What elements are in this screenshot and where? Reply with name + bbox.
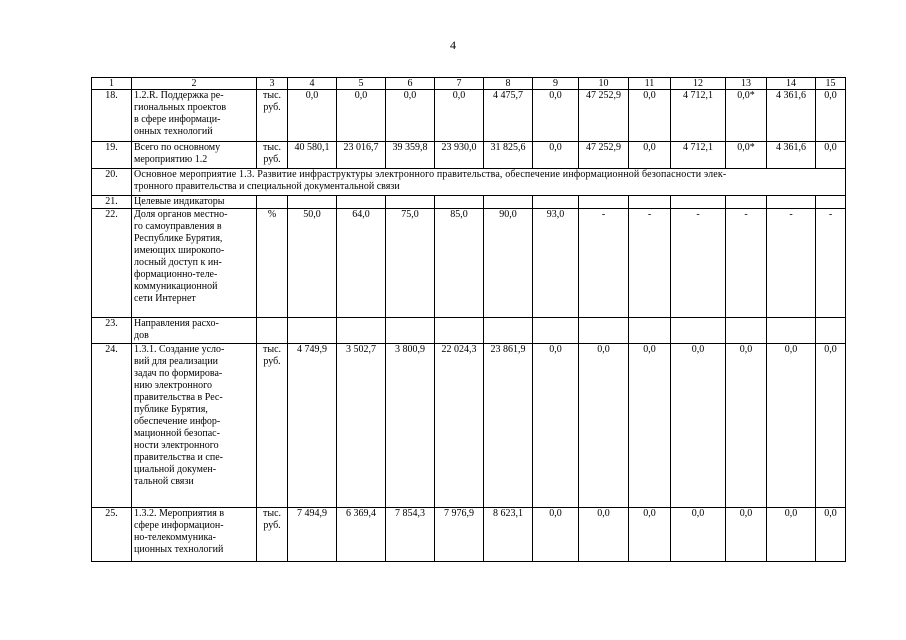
value-cell: 0,0 [579,344,629,508]
value-cell: 4 749,9 [288,344,337,508]
empty-cell [337,318,386,344]
row-name [132,90,257,142]
header-cell: 7 [435,78,484,90]
section-heading-line: Основное мероприятие 1.3. Развитие инфраструктуры электронного правительства, обеспечение информационной безопасности элек- [134,169,727,180]
table-row [92,196,846,209]
empty-cell [579,196,629,209]
table-row [92,209,846,318]
row-unit-line: руб. [263,154,281,165]
row-name-line: мероприятию 1.2 [134,154,208,165]
row-unit-line: руб. [263,102,281,113]
empty-cell [386,196,435,209]
value-cell: 0,0 [579,508,629,562]
value-cell: 7 976,9 [435,508,484,562]
value-cell: 0,0 [533,508,579,562]
row-name-line: Направления расхо- [134,318,219,329]
row-name-line: гиональных проектов [134,102,227,113]
empty-cell [671,318,726,344]
header-cell: 2 [132,78,257,90]
value-cell: 0,0 [435,90,484,142]
row-name-line: правительства и спе- [134,452,223,463]
value-cell: 0,0 [671,508,726,562]
value-cell: 0,0 [726,344,767,508]
row-name-line: 1.3.1. Создание усло- [134,344,225,355]
row-name-line: ности электронного [134,440,219,451]
empty-cell [671,196,726,209]
value-cell: 0,0 [816,142,846,169]
value-cell: 4 712,1 [671,142,726,169]
value-cell: 64,0 [337,209,386,318]
value-cell: 0,0* [726,142,767,169]
empty-cell [533,196,579,209]
table-row [92,508,846,562]
empty-cell [435,196,484,209]
row-unit-line: тыс. [262,344,282,355]
row-name-line: циальной докумен- [134,464,217,475]
empty-cell [629,318,671,344]
value-cell: 4 475,7 [484,90,533,142]
value-cell: - [816,209,846,318]
value-cell: 7 854,3 [386,508,435,562]
value-cell: 8 623,1 [484,508,533,562]
empty-cell [435,318,484,344]
header-cell: 9 [533,78,579,90]
value-cell: - [726,209,767,318]
value-cell: 0,0 [337,90,386,142]
empty-cell [816,318,846,344]
row-name [132,508,257,562]
row-number: 20. [92,169,132,196]
empty-cell [629,196,671,209]
row-number: 23. [92,318,132,344]
row-name-line: нию электронного [134,380,212,391]
value-cell: 50,0 [288,209,337,318]
section-heading [132,169,846,196]
row-number: 24. [92,344,132,508]
row-number: 22. [92,209,132,318]
value-cell: 6 369,4 [337,508,386,562]
value-cell: 0,0 [726,508,767,562]
value-cell: 4 361,6 [767,142,816,169]
empty-cell [579,318,629,344]
row-unit [257,90,288,142]
header-cell: 11 [629,78,671,90]
value-cell: 0,0 [533,142,579,169]
value-cell: 23 861,9 [484,344,533,508]
row-name-line: мационной безопас- [134,428,220,439]
value-cell: 85,0 [435,209,484,318]
row-unit [257,508,288,562]
row-unit-line: тыс. [262,142,282,153]
value-cell: 90,0 [484,209,533,318]
row-name: Целевые индикаторы [132,196,257,209]
row-unit-line: руб. [263,356,281,367]
row-name-line: Доля органов местно- [134,209,228,220]
page-number: 4 [450,38,456,52]
value-cell: - [767,209,816,318]
header-cell: 10 [579,78,629,90]
empty-cell [767,196,816,209]
row-name-line: но-телекоммуника- [134,532,216,543]
row-number: 19. [92,142,132,169]
header-cell: 14 [767,78,816,90]
table-row [92,142,846,169]
empty-cell [288,318,337,344]
empty-cell [726,196,767,209]
row-name-line: го самоуправления в [134,221,222,232]
row-name-line: Всего по основному [134,142,221,153]
header-cell: 13 [726,78,767,90]
value-cell: 0,0 [816,508,846,562]
value-cell: 31 825,6 [484,142,533,169]
row-unit-line: тыс. [262,508,282,519]
value-cell: 3 800,9 [386,344,435,508]
empty-cell [386,318,435,344]
empty-cell [767,318,816,344]
table-row [92,169,846,196]
row-name-line: в сфере информаци- [134,114,221,125]
header-cell: 4 [288,78,337,90]
table-header-row [92,78,846,90]
value-cell: 93,0 [533,209,579,318]
empty-cell [337,196,386,209]
header-cell: 12 [671,78,726,90]
row-name-line: сфере информацион- [134,520,224,531]
row-name-line: ционных технологий [134,544,224,555]
empty-cell [484,196,533,209]
row-name-line: имеющих широкопо- [134,245,225,256]
value-cell: 0,0 [767,344,816,508]
header-cell: 3 [257,78,288,90]
value-cell: - [671,209,726,318]
row-unit-line: руб. [263,520,281,531]
value-cell: 0,0 [671,344,726,508]
empty-cell [288,196,337,209]
empty-cell [257,196,288,209]
value-cell: 0,0* [726,90,767,142]
value-cell: 0,0 [629,344,671,508]
header-cell: 6 [386,78,435,90]
value-cell: - [579,209,629,318]
row-name-line: коммуникационной [134,281,218,292]
value-cell: 0,0 [629,90,671,142]
header-cell: 5 [337,78,386,90]
row-number: 21. [92,196,132,209]
value-cell: 23 016,7 [337,142,386,169]
row-name-line: вий для реализации [134,356,218,367]
row-name-line: 1.2.R. Поддержка ре- [134,90,224,101]
budget-table [91,77,846,562]
row-name [132,142,257,169]
row-unit [257,142,288,169]
empty-cell [257,318,288,344]
row-unit: % [257,209,288,318]
value-cell: 3 502,7 [337,344,386,508]
row-name-line: задач по формирова- [134,368,223,379]
value-cell: 0,0 [816,90,846,142]
row-name-line: формационно-теле- [134,269,218,280]
row-number: 18. [92,90,132,142]
header-cell: 15 [816,78,846,90]
value-cell: 75,0 [386,209,435,318]
value-cell: 0,0 [533,90,579,142]
value-cell: 47 252,9 [579,142,629,169]
value-cell: 0,0 [288,90,337,142]
row-name [132,344,257,508]
empty-cell [816,196,846,209]
empty-cell [484,318,533,344]
value-cell: 0,0 [533,344,579,508]
value-cell: - [629,209,671,318]
table-row [92,344,846,508]
table-row [92,90,846,142]
value-cell: 47 252,9 [579,90,629,142]
row-name-line: лосный доступ к ин- [134,257,222,268]
value-cell: 7 494,9 [288,508,337,562]
value-cell: 0,0 [629,508,671,562]
header-cell: 8 [484,78,533,90]
value-cell: 0,0 [629,142,671,169]
value-cell: 4 712,1 [671,90,726,142]
header-cell: 1 [92,78,132,90]
row-name-line: тальной связи [134,476,194,487]
value-cell: 4 361,6 [767,90,816,142]
row-name-line: правительства в Рес- [134,392,223,403]
row-name-line: сети Интернет [134,293,196,304]
row-name-line: обеспечение инфор- [134,416,221,427]
value-cell: 0,0 [816,344,846,508]
row-name-line: дов [134,330,149,341]
value-cell: 22 024,3 [435,344,484,508]
value-cell: 40 580,1 [288,142,337,169]
row-name-line: публике Бурятия, [134,404,208,415]
row-unit-line: тыс. [262,90,282,101]
row-number: 25. [92,508,132,562]
row-unit [257,344,288,508]
row-name-line: 1.3.2. Мероприятия в [134,508,225,519]
row-name [132,318,257,344]
row-name-line: Республике Бурятия, [134,233,223,244]
value-cell: 0,0 [767,508,816,562]
value-cell: 39 359,8 [386,142,435,169]
value-cell: 23 930,0 [435,142,484,169]
table-row [92,318,846,344]
section-heading-line: тронного правительства и специальной документальной связи [134,181,400,192]
value-cell: 0,0 [386,90,435,142]
empty-cell [533,318,579,344]
row-name-line: онных технологий [134,126,213,137]
row-name [132,209,257,318]
empty-cell [726,318,767,344]
